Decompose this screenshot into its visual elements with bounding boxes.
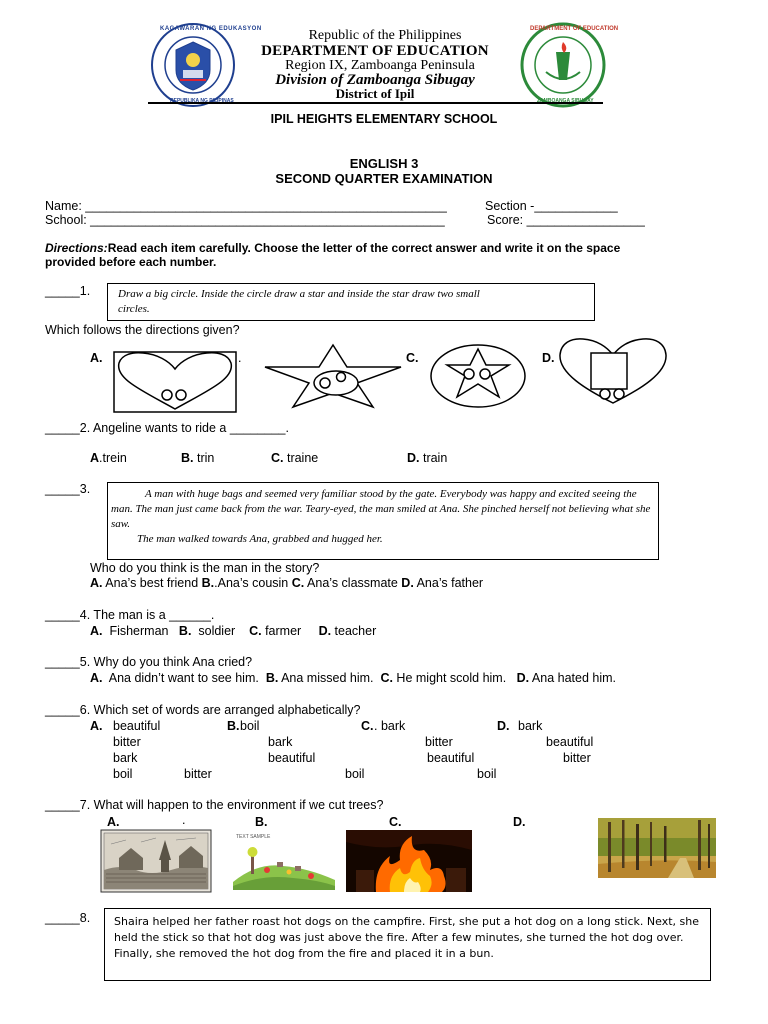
q6-b-word-3: bark xyxy=(268,735,293,749)
q3-c-label: C. xyxy=(291,576,305,590)
q1-question: Which follows the directions given? xyxy=(45,323,240,337)
q6-a-label: A. xyxy=(90,719,103,733)
q4-c-label: C. xyxy=(249,624,262,638)
q1-choice-a-label[interactable]: A. xyxy=(90,351,103,365)
q5-b-text: Ana missed him. xyxy=(278,671,377,685)
q5-a-label: A. xyxy=(90,671,103,685)
department-text: DEPARTMENT OF EDUCATION xyxy=(261,43,489,59)
right-seal-bottom-text: ZAMBOANGA SIBUGAY xyxy=(537,98,594,104)
directions-label: Directions: xyxy=(45,241,108,255)
q3-choices xyxy=(90,576,483,590)
q3-choice-c[interactable] xyxy=(292,576,402,590)
q6-d-word-4: boil xyxy=(477,767,497,781)
q5-a-text: Ana didn’t want to see him. xyxy=(102,671,263,685)
q1-box-line-2: circles. xyxy=(118,303,150,315)
q4-choice-d[interactable] xyxy=(319,624,377,638)
q3-story-box xyxy=(107,482,659,560)
q4-a-text: Fisherman xyxy=(102,624,176,638)
q4-choice-c[interactable] xyxy=(249,624,315,638)
header-divider-line xyxy=(148,102,603,104)
q6-a-word-3: bark xyxy=(113,751,138,765)
q4-c-text: farmer xyxy=(261,624,316,638)
q4-choices xyxy=(90,624,376,638)
q6-b-word-1: boil xyxy=(240,719,260,733)
q1-box-line-1: Draw a big circle. Inside the circle draw a star and inside the star draw two small xyxy=(118,288,480,300)
q3-a-label: A. xyxy=(90,576,103,590)
q1-directions-box xyxy=(107,283,595,321)
q7-choice-b-cartoon-stumps-image[interactable] xyxy=(233,832,335,890)
q7-choice-c-house-fire-image[interactable] xyxy=(346,830,472,892)
q6-c-word-4: boil xyxy=(345,767,365,781)
school-name: IPIL HEIGHTS ELEMENTARY SCHOOL xyxy=(270,112,498,126)
q8-story-text: Shaira helped her father roast hot dogs on the campfire. First, she put a hot dog on a long stick. Next, she held the stick so that hot dog was just above the fire. After a few minutes, she turned the hot dog over. Finally, she removed the hot dog from the fire and placed it in a bun. xyxy=(114,915,699,960)
division-text: Division of Zamboanga Sibugay xyxy=(275,72,475,88)
q2-b-label: B. xyxy=(181,451,194,465)
q1-number[interactable]: _____1. xyxy=(45,284,91,298)
deped-seal-left-icon xyxy=(150,22,236,108)
q2-choice-d[interactable] xyxy=(407,451,447,465)
q3-d-text: Ana’s father xyxy=(413,576,484,590)
q6-c-label: C. xyxy=(361,719,374,733)
q3-choice-b[interactable] xyxy=(202,576,292,590)
q6-c-word-1: . bark xyxy=(374,719,406,733)
q8-story-box xyxy=(104,908,711,981)
q1-choice-b-star-with-circles-icon[interactable] xyxy=(263,343,403,409)
q5-b-label: B. xyxy=(265,671,279,685)
q5-choice-d[interactable] xyxy=(517,671,616,685)
q2-b-text: trin xyxy=(193,451,215,465)
q6-b-word-2: bitter xyxy=(184,767,212,781)
q3-c-text: Ana’s classmate xyxy=(304,576,402,590)
q3-d-label: D. xyxy=(401,576,414,590)
directions-text: Read each item carefully. Choose the letter of the correct answer and write it on the space xyxy=(107,241,621,255)
q5-choice-a[interactable] xyxy=(90,671,262,685)
deped-division-seal-right-icon xyxy=(520,22,606,108)
q6-d-word-2: beautiful xyxy=(546,735,594,749)
q7-choice-a-label[interactable]: A. xyxy=(107,815,120,829)
q3-story-paragraph-1: A man with huge bags and seemed very familiar stood by the gate. Everybody was happy and excited seeing the man. The man just came back from the war. Teary-eyed, the man smiled at Ana. She pinched herself not believing what she saw. xyxy=(111,488,651,530)
q4-b-label: B. xyxy=(178,624,192,638)
q7-choice-c-label[interactable]: C. xyxy=(389,815,402,829)
q6-b-word-4: beautiful xyxy=(268,751,316,765)
republic-text: Republic of the Philippines xyxy=(308,28,462,43)
q7-choice-b-label[interactable]: B. xyxy=(255,815,268,829)
q3-choice-a[interactable] xyxy=(90,576,202,590)
name-field[interactable]: Name: ____________________________________________________ xyxy=(45,199,447,213)
section-field[interactable]: Section -____________ xyxy=(485,199,618,213)
q5-choices xyxy=(90,671,616,685)
q5-d-label: D. xyxy=(516,671,530,685)
region-text: Region IX, Zamboanga Peninsula xyxy=(285,58,475,73)
q3-a-text: Ana’s best friend xyxy=(102,576,202,590)
q6-d-word-1: bark xyxy=(518,719,543,733)
left-seal-text: KAGAWARAN NG EDUKASYON xyxy=(160,26,262,32)
q1-choice-a-heart-in-rectangle-icon[interactable] xyxy=(113,351,237,413)
q5-question: _____5. Why do you think Ana cried? xyxy=(45,655,253,669)
q7-choice-b-caption: TEXT SAMPLE xyxy=(236,834,271,840)
q2-d-text: train xyxy=(419,451,448,465)
q4-b-text: soldier xyxy=(191,624,246,638)
q6-c-word-2: bitter xyxy=(425,735,453,749)
q4-a-label: A. xyxy=(90,624,103,638)
q7-question: _____7. What will happen to the environment if we cut trees? xyxy=(45,798,384,812)
q7-choice-d-label[interactable]: D. xyxy=(513,815,526,829)
q3-story-paragraph-2: The man walked towards Ana, grabbed and hugged her. xyxy=(137,533,383,545)
q4-question: _____4. The man is a ______. xyxy=(45,608,215,622)
q6-c-word-3: beautiful xyxy=(427,751,475,765)
q3-question: Who do you think is the man in the story? xyxy=(90,561,320,575)
q2-a-label: A xyxy=(90,451,100,465)
q6-d-label: D. xyxy=(497,719,510,733)
q2-c-text: traine xyxy=(283,451,319,465)
q8-number[interactable]: _____8. xyxy=(45,911,91,925)
q7-choice-d-forest-image[interactable] xyxy=(598,818,716,878)
q6-a-word-4: boil xyxy=(113,767,133,781)
q1-choice-d-label[interactable]: D. xyxy=(542,351,555,365)
right-seal-text: DEPARTMENT OF EDUCATION xyxy=(530,26,619,32)
q6-a-word-2: bitter xyxy=(113,735,141,749)
q1-choice-c-label[interactable]: C. xyxy=(406,351,419,365)
q6-b-label: B. xyxy=(227,719,240,733)
q4-d-text: teacher xyxy=(331,624,377,638)
q6-d-word-3: bitter xyxy=(563,751,591,765)
q2-a-text: .trein xyxy=(99,451,127,465)
q2-c-label: C. xyxy=(271,451,284,465)
q2-question: _____2. Angeline wants to ride a ________. xyxy=(45,421,289,435)
q4-choice-a[interactable] xyxy=(90,624,175,638)
q5-choice-c[interactable] xyxy=(380,671,513,685)
q1-choice-b-label[interactable]: . xyxy=(238,351,242,365)
exam-title: SECOND QUARTER EXAMINATION xyxy=(275,171,493,186)
district-text: District of Ipil xyxy=(335,86,415,101)
q6-question: _____6. Which set of words are arranged alphabetically? xyxy=(45,703,361,717)
q2-d-label: D. xyxy=(407,451,420,465)
q6-a-word-1: beautiful xyxy=(113,719,161,733)
q4-d-label: D. xyxy=(318,624,332,638)
q1-choice-d-square-in-heart-icon[interactable] xyxy=(557,337,669,405)
q4-choice-b[interactable] xyxy=(179,624,246,638)
q7-choice-a-dot: . xyxy=(182,813,186,827)
score-field[interactable]: Score: _________________ xyxy=(487,213,645,227)
school-field[interactable]: School: ___________________________________________________ xyxy=(45,213,445,227)
q5-c-label: C. xyxy=(380,671,393,685)
q2-choice-c[interactable] xyxy=(271,451,318,465)
q2-choice-a[interactable] xyxy=(90,451,127,465)
q1-choice-c-star-in-circle-icon[interactable] xyxy=(429,343,527,409)
directions-text-2: provided before each number. xyxy=(45,255,217,269)
q3-b-label: B. xyxy=(201,576,215,590)
q5-c-text: He might scold him. xyxy=(392,671,514,685)
left-seal-bottom-text: REPUBLIKA NG PILIPINAS xyxy=(170,98,234,104)
q3-b-text: .Ana’s cousin xyxy=(214,576,292,590)
exam-subject: ENGLISH 3 xyxy=(349,156,419,171)
q5-choice-b[interactable] xyxy=(266,671,377,685)
q7-choice-a-flood-engraving-image[interactable] xyxy=(101,830,211,892)
q3-choice-d[interactable] xyxy=(401,576,483,590)
q3-number[interactable]: _____3. xyxy=(45,482,91,496)
directions xyxy=(45,241,620,255)
q5-d-text: Ana hated him. xyxy=(529,671,616,685)
q2-choice-b[interactable] xyxy=(181,451,214,465)
